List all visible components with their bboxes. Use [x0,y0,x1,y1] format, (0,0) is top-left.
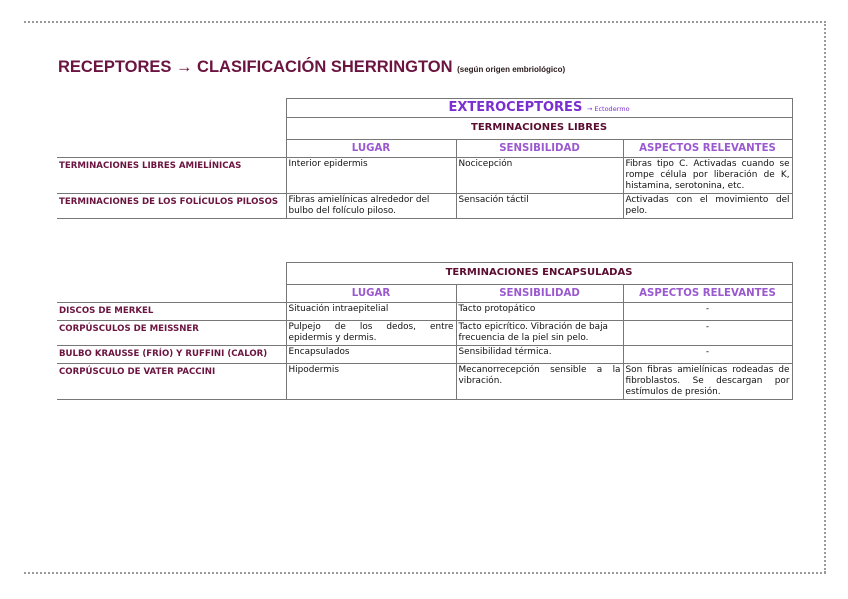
table-row [57,158,792,194]
section-header-encapsuladas: TERMINACIONES ENCAPSULADAS [286,263,792,285]
cell-sensibilidad: Sensibilidad térmica. [456,346,623,364]
empty-corner [57,140,286,158]
col-header-lugar: LUGAR [286,140,456,158]
cell-lugar: Encapsulados [286,346,456,364]
cell-lugar: Hipodermis [286,364,456,400]
col-header-aspectos: ASPECTOS RELEVANTES [623,285,792,303]
empty-corner [57,263,286,285]
exteroceptores-title: EXTEROCEPTORES [448,100,583,115]
cell-lugar: Pulpejo de los dedos, entre epidermis y dermis. [286,321,456,346]
col-header-lugar: LUGAR [286,285,456,303]
page-border-right [824,21,826,573]
cell-lugar: Fibras amielínicas alrededor del bulbo del folículo piloso. [286,194,456,219]
cell-sensibilidad: Sensación táctil [456,194,623,219]
row-header: TERMINACIONES DE LOS FOLÍCULOS PILOSOS [57,194,286,219]
row-header: TERMINACIONES LIBRES AMIELÍNICAS [57,158,286,194]
empty-corner [57,118,286,140]
page-border-top [24,21,826,23]
table-row [57,364,792,400]
cell-sensibilidad: Nocicepción [456,158,623,194]
section-header-libres: TERMINACIONES LIBRES [286,118,792,140]
empty-corner [57,285,286,303]
exteroceptores-header [286,99,792,118]
row-header: BULBO KRAUSSE (FRÍO) Y RUFFINI (CALOR) [57,346,286,364]
cell-lugar: Interior epidermis [286,158,456,194]
table-terminaciones-encapsuladas [57,262,793,400]
row-header: DISCOS DE MERKEL [57,303,286,321]
page-title-text: RECEPTORES → CLASIFICACIÓN SHERRINGTON [58,58,453,76]
cell-sensibilidad: Mecanorrecepción sensible a la vibración. [456,364,623,400]
page-subtitle: (según origen embriológico) [457,65,566,74]
cell-aspectos: - [623,321,792,346]
table-row [57,321,792,346]
cell-aspectos: Activadas con el movimiento del pelo. [623,194,792,219]
cell-sensibilidad: Tacto protopático [456,303,623,321]
cell-aspectos: - [623,303,792,321]
table-row [57,346,792,364]
row-header: CORPÚSCULOS DE MEISSNER [57,321,286,346]
table-row [57,194,792,219]
page-title [58,58,565,77]
exteroceptores-note: → Ectodermo [586,105,630,113]
empty-corner [57,99,286,118]
col-header-sensibilidad: SENSIBILIDAD [456,140,623,158]
cell-aspectos: Fibras tipo C. Activadas cuando se rompe célula por liberación de K, histamina, serotonina, etc. [623,158,792,194]
cell-aspectos: Son fibras amielínicas rodeadas de fibroblastos. Se descargan por estímulos de presión. [623,364,792,400]
table-row [57,303,792,321]
table-terminaciones-libres [57,98,793,219]
col-header-sensibilidad: SENSIBILIDAD [456,285,623,303]
cell-aspectos: - [623,346,792,364]
cell-sensibilidad: Tacto epicrítico. Vibración de baja frecuencia de la piel sin pelo. [456,321,623,346]
col-header-aspectos: ASPECTOS RELEVANTES [623,140,792,158]
cell-lugar: Situación intraepitelial [286,303,456,321]
page-border-bottom [24,572,826,574]
row-header: CORPÚSCULO DE VATER PACCINI [57,364,286,400]
